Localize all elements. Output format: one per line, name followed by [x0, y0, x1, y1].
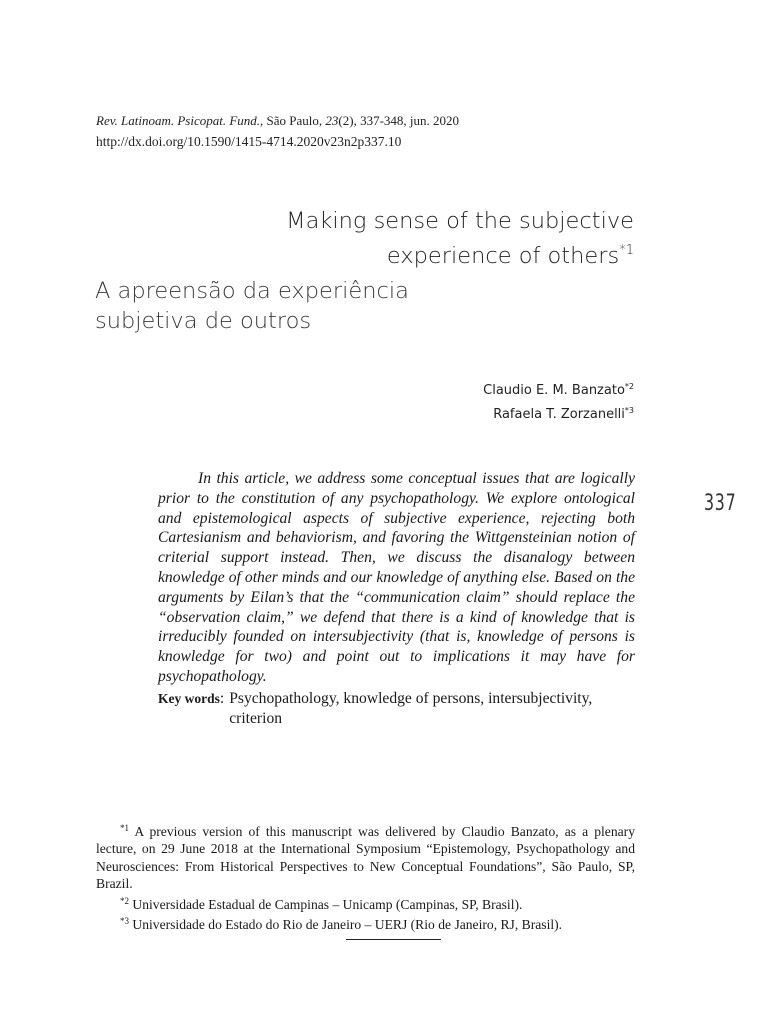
page-number: 337	[704, 491, 737, 516]
portuguese-title-line-2: subjetiva de outros	[95, 308, 312, 334]
keywords-label: Key words	[158, 691, 220, 706]
author-2	[483, 401, 634, 425]
footer-rule	[346, 939, 441, 940]
journal-location: , São Paulo,	[260, 113, 326, 128]
footnote-text: Universidade Estadual de Campinas – Unicamp (Campinas, SP, Brasil).	[129, 896, 523, 912]
keywords-values: Psychopathology, knowledge of persons, intersubjectivity, criterion	[229, 690, 593, 727]
english-title-line-1: Making sense of the subjective	[286, 208, 634, 234]
author-footnote-marker[interactable]: *2	[624, 382, 634, 391]
english-title-line-2: experience of others	[386, 243, 620, 269]
journal-name: Rev. Latinoam. Psicopat. Fund.	[96, 113, 261, 128]
journal-citation	[96, 113, 459, 129]
doi-link[interactable]: http://dx.doi.org/10.1590/1415-4714.2020v23n2p337.10	[96, 134, 402, 149]
portuguese-title	[95, 276, 515, 336]
footnote-text: A previous version of this manuscript was delivered by Claudio Banzato, as a plenary lecture, on 29 June 2018 at the International Symposium “Epistemology, Psychopathology and Neurosciences: From Historical Perspectives to New Conceptual Foundations”, São Paulo, SP, Brazil.	[96, 824, 635, 892]
keywords-label-group	[158, 689, 224, 729]
footnote-marker: *1	[120, 823, 129, 833]
author-1	[483, 377, 634, 401]
footnote-1	[96, 820, 635, 893]
portuguese-title-line-1: A apreensão da experiência	[95, 278, 409, 304]
title-footnote-marker[interactable]: *1	[619, 243, 634, 258]
journal-volume: 23	[325, 113, 339, 128]
author-name: Claudio E. M. Banzato	[483, 383, 625, 398]
author-footnote-marker[interactable]: *3	[624, 406, 634, 415]
journal-issue-pages: (2), 337-348, jun. 2020	[338, 113, 460, 128]
author-name: Rafaela T. Zorzanelli	[493, 407, 625, 422]
footnote-marker: *3	[120, 916, 129, 927]
keywords	[158, 689, 635, 729]
author-list	[483, 377, 634, 425]
abstract-text: In this article, we address some conceptual issues that are logically prior to the constitution of any psychopathology. We explore ontological and epistemological aspects of subjective experience, rejecting both Cartesianism and behaviorism, and favoring the Wittgensteinian notion of criterial support instead. Then, we discuss the disanalogy between knowledge of other minds and our knowledge of anything else. Based on the arguments by Eilan’s that the “communication claim” should replace the “observation claim,” we defend that there is a kind of knowledge that is irreducibly founded on intersubjectivity (that is, knowledge of persons is knowledge for two) and point out to implications it may have for psychopathology.	[158, 470, 635, 685]
english-title	[164, 206, 634, 271]
footnote-2	[96, 893, 635, 913]
footnotes	[96, 820, 635, 933]
footnote-text: Universidade do Estado do Rio de Janeiro – UERJ (Rio de Janeiro, RJ, Brasil).	[129, 917, 563, 933]
footnote-3	[96, 913, 635, 933]
keywords-separator: :	[219, 690, 225, 707]
footnote-marker: *2	[120, 895, 129, 906]
